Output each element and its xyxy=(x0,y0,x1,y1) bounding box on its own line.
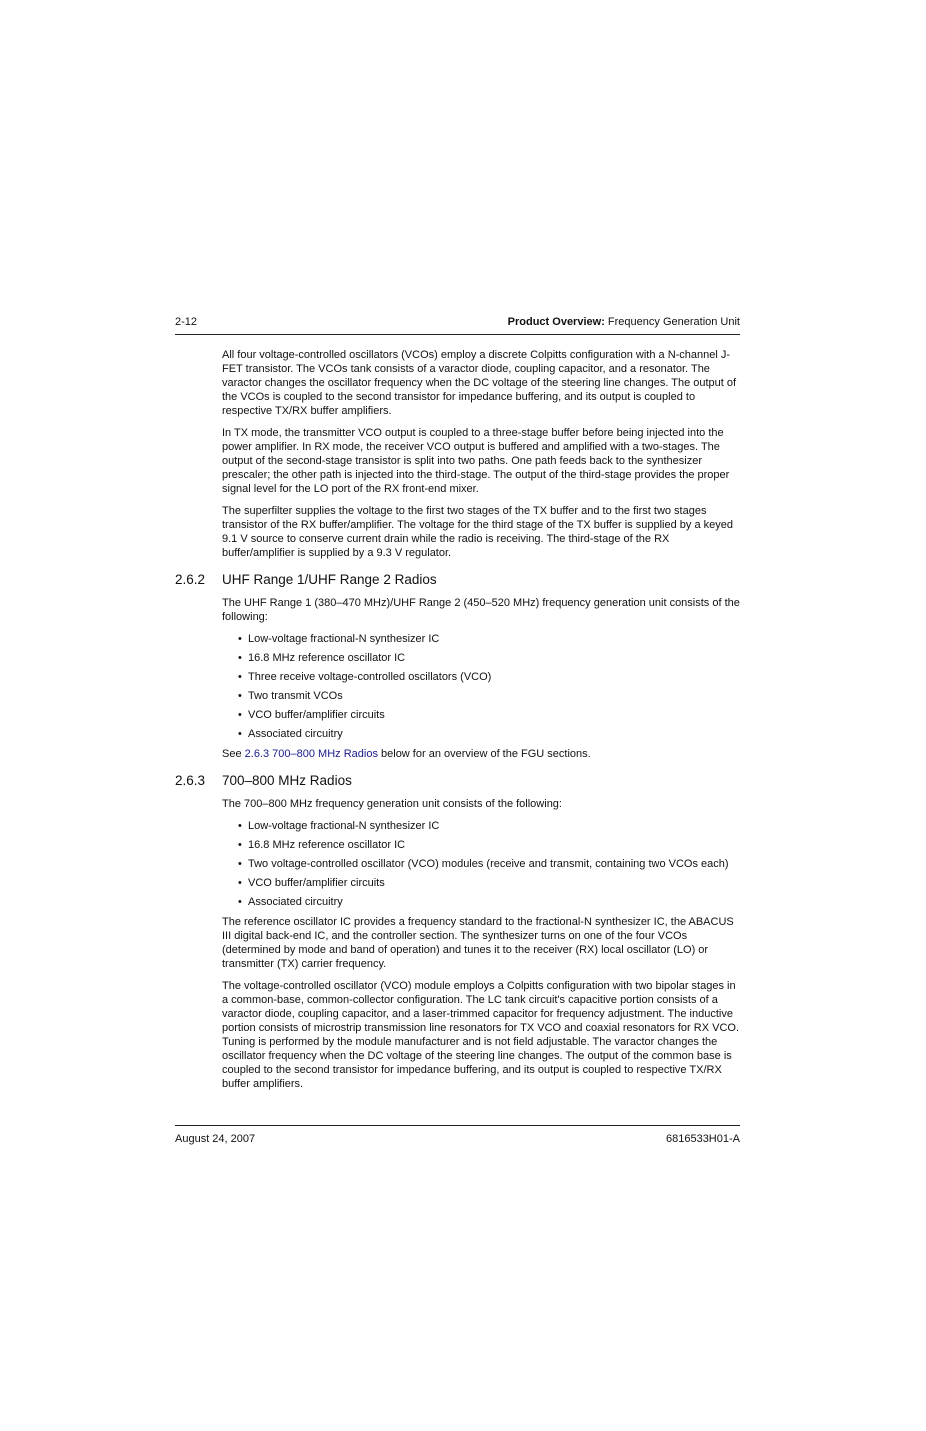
component-list xyxy=(222,632,740,741)
section-intro: The 700–800 MHz frequency generation unit consists of the following: xyxy=(222,798,562,810)
bullet: • xyxy=(238,690,242,702)
body-paragraph: The superfilter supplies the voltage to the first two stages of the TX buffer and to the first two stages transistor of the RX buffer/amplifier. The voltage for the third stage of the TX buffer is supplied by a keyed 9.1 V source to conserve current drain while the radio is receiving. The third-stage of the RX buffer/amplifier is supplied by a 9.3 V regulator. xyxy=(222,505,733,559)
page-number: 2-12 xyxy=(175,316,198,328)
bullet: • xyxy=(238,877,242,889)
section-heading-2-6-2 xyxy=(175,572,740,588)
section-heading-2-6-3 xyxy=(175,773,740,789)
section-number: 2.6.3 xyxy=(175,773,206,788)
list-item: • Associated circuitry xyxy=(238,896,343,908)
document-number: 6816533H01-A xyxy=(665,1133,740,1145)
list-item: • VCO buffer/amplifier circuits xyxy=(238,877,385,889)
bullet: • xyxy=(238,633,242,645)
list-item: • Two transmit VCOs xyxy=(238,690,343,702)
section-number: 2.6.2 xyxy=(175,572,206,587)
page-header xyxy=(175,316,740,334)
list-item: • Three receive voltage-controlled oscillators (VCO) xyxy=(238,671,492,683)
body-paragraph: The voltage-controlled oscillator (VCO) module employs a Colpitts configuration with two bipolar stages in a common-base, common-collector configuration. The LC tank circuit's capacitive portion consists of a varactor diode, coupling capacitor, and a laser-trimmed capacitor for frequency adjustment. The inductive portion consists of microstrip transmission line resonators for TX VCO and coaxial resonators for RX VCO. Tuning is performed by the module manufacturer and is not field adjustable. The varactor changes the oscillator frequency when the DC voltage of the steering line changes. The output of the common base is coupled to the second transistor for impedance buffering, and its output is coupled to respective TX/RX buffer amplifiers. xyxy=(222,980,739,1090)
running-title-bold: Product Overview: xyxy=(507,316,605,328)
body-paragraph: All four voltage-controlled oscillators (VCOs) employ a discrete Colpitts configuration with a N-channel J-FET transistor. The VCOs tank consists of a varactor diode, coupling capacitor, and a resonator. The varactor changes the oscillator frequency when the DC voltage of the steering line changes. The output of the VCOs is coupled to the second transistor for impedance buffering, and its output is coupled to respective TX/RX buffer amplifiers. xyxy=(222,349,737,417)
see-reference: See 2.6.3 700–800 MHz Radios below for an overview of the FGU sections. xyxy=(222,748,591,760)
running-title xyxy=(508,316,740,328)
page-body xyxy=(175,348,740,1099)
publication-date: August 24, 2007 xyxy=(175,1133,256,1145)
list-item: • VCO buffer/amplifier circuits xyxy=(238,709,385,721)
bullet: • xyxy=(238,839,242,851)
bullet: • xyxy=(238,671,242,683)
body-paragraph: In TX mode, the transmitter VCO output is coupled to a three-stage buffer before being injected into the power amplifier. In RX mode, the receiver VCO output is buffered and amplified with a two-stages. The output of the second-stage transistor is split into two paths. One path feeds back to the synthesizer prescaler; the other path is injected into the third-stage. The output of the third-stage provides the proper signal level for the LO port of the RX front-end mixer. xyxy=(222,427,730,495)
list-item: • 16.8 MHz reference oscillator IC xyxy=(238,839,406,851)
list-item: • Associated circuitry xyxy=(238,728,343,740)
running-title-rest: Frequency Generation Unit xyxy=(604,316,740,328)
section-title: 700–800 MHz Radios xyxy=(222,773,352,788)
bullet: • xyxy=(238,820,242,832)
bullet: • xyxy=(238,709,242,721)
bullet: • xyxy=(238,728,242,740)
footer-rule xyxy=(175,1125,740,1126)
list-item: • Low-voltage fractional-N synthesizer IC xyxy=(238,633,440,645)
body-paragraph: The reference oscillator IC provides a frequency standard to the fractional-N synthesizer IC, the ABACUS III digital back-end IC, and the controller section. The synthesizer turns on one of the four VCOs (determined by mode and band of operation) and tunes it to the receiver (RX) local oscillator (LO) or transmitter (TX) carrier frequency. xyxy=(222,916,734,970)
list-item: • Low-voltage fractional-N synthesizer IC xyxy=(238,820,440,832)
list-item: • 16.8 MHz reference oscillator IC xyxy=(238,652,406,664)
bullet: • xyxy=(238,858,242,870)
header-rule xyxy=(175,334,740,335)
component-list xyxy=(222,819,740,909)
bullet: • xyxy=(238,896,242,908)
section-intro: The UHF Range 1 (380–470 MHz)/UHF Range 2 (450–520 MHz) frequency generation unit consists of the following: xyxy=(222,597,740,623)
section-title: UHF Range 1/UHF Range 2 Radios xyxy=(222,572,437,587)
cross-reference-link[interactable]: 2.6.3 700–800 MHz Radios xyxy=(244,748,378,760)
list-item: • Two voltage-controlled oscillator (VCO) modules (receive and transmit, containing two VCOs each) xyxy=(238,858,729,870)
bullet: • xyxy=(238,652,242,664)
